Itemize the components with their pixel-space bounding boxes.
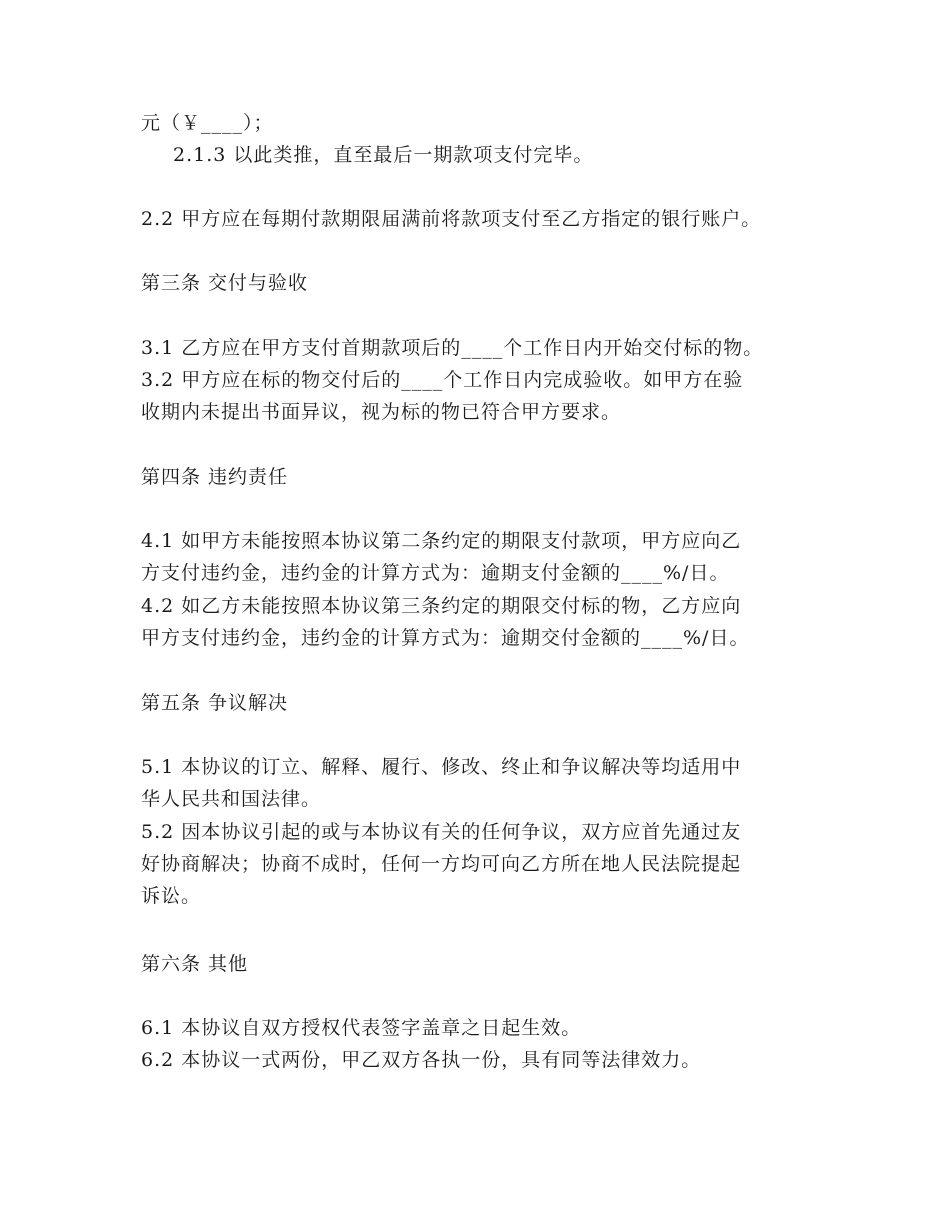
article-5-heading: 第五条 争议解决: [141, 692, 289, 714]
clause-2-1-3: 2.1.3 以此类推，直至最后一期款项支付完毕。: [173, 144, 594, 166]
clause-3-2-line-1: 3.2 甲方应在标的物交付后的____个工作日内完成验收。如甲方在验: [141, 369, 744, 391]
clause-3-2-line-2: 收期内未提出书面异议，视为标的物已符合甲方要求。: [141, 401, 622, 423]
clause-6-2: 6.2 本协议一式两份，甲乙双方各执一份，具有同等法律效力。: [141, 1049, 702, 1071]
clause-5-2-line-1: 5.2 因本协议引起的或与本协议有关的任何争议，双方应首先通过友: [141, 821, 742, 843]
article-6-heading: 第六条 其他: [141, 953, 249, 975]
clause-6-1: 6.1 本协议自双方授权代表签字盖章之日起生效。: [141, 1017, 582, 1039]
clause-5-1-line-1: 5.1 本协议的订立、解释、履行、修改、终止和争议解决等均适用中: [141, 756, 742, 778]
clause-4-2-line-1: 4.2 如乙方未能按照本协议第三条约定的期限交付标的物，乙方应向: [141, 595, 742, 617]
clause-5-2-line-3: 诉讼。: [141, 885, 202, 907]
article-3-heading: 第三条 交付与验收: [141, 272, 309, 294]
article-4-heading: 第四条 违约责任: [141, 466, 289, 488]
clause-3-1: 3.1 乙方应在甲方支付首期款项后的____个工作日内开始交付标的物。: [141, 337, 764, 359]
clause-4-1-line-2: 方支付违约金，违约金的计算方式为：逾期支付金额的____%/日。: [141, 562, 730, 584]
clause-4-1-line-1: 4.1 如甲方未能按照本协议第二条约定的期限支付款项，甲方应向乙: [141, 530, 742, 552]
clause-2-2: 2.2 甲方应在每期付款期限届满前将款项支付至乙方指定的银行账户。: [141, 208, 762, 230]
clause-5-2-line-2: 好协商解决；协商不成时，任何一方均可向乙方所在地人民法院提起: [141, 853, 742, 875]
payment-continuation-line: 元（￥____）；: [141, 112, 274, 134]
clause-4-2-line-2: 甲方支付违约金，违约金的计算方式为：逾期交付金额的____%/日。: [141, 627, 750, 649]
clause-5-1-line-2: 华人民共和国法律。: [141, 788, 322, 810]
